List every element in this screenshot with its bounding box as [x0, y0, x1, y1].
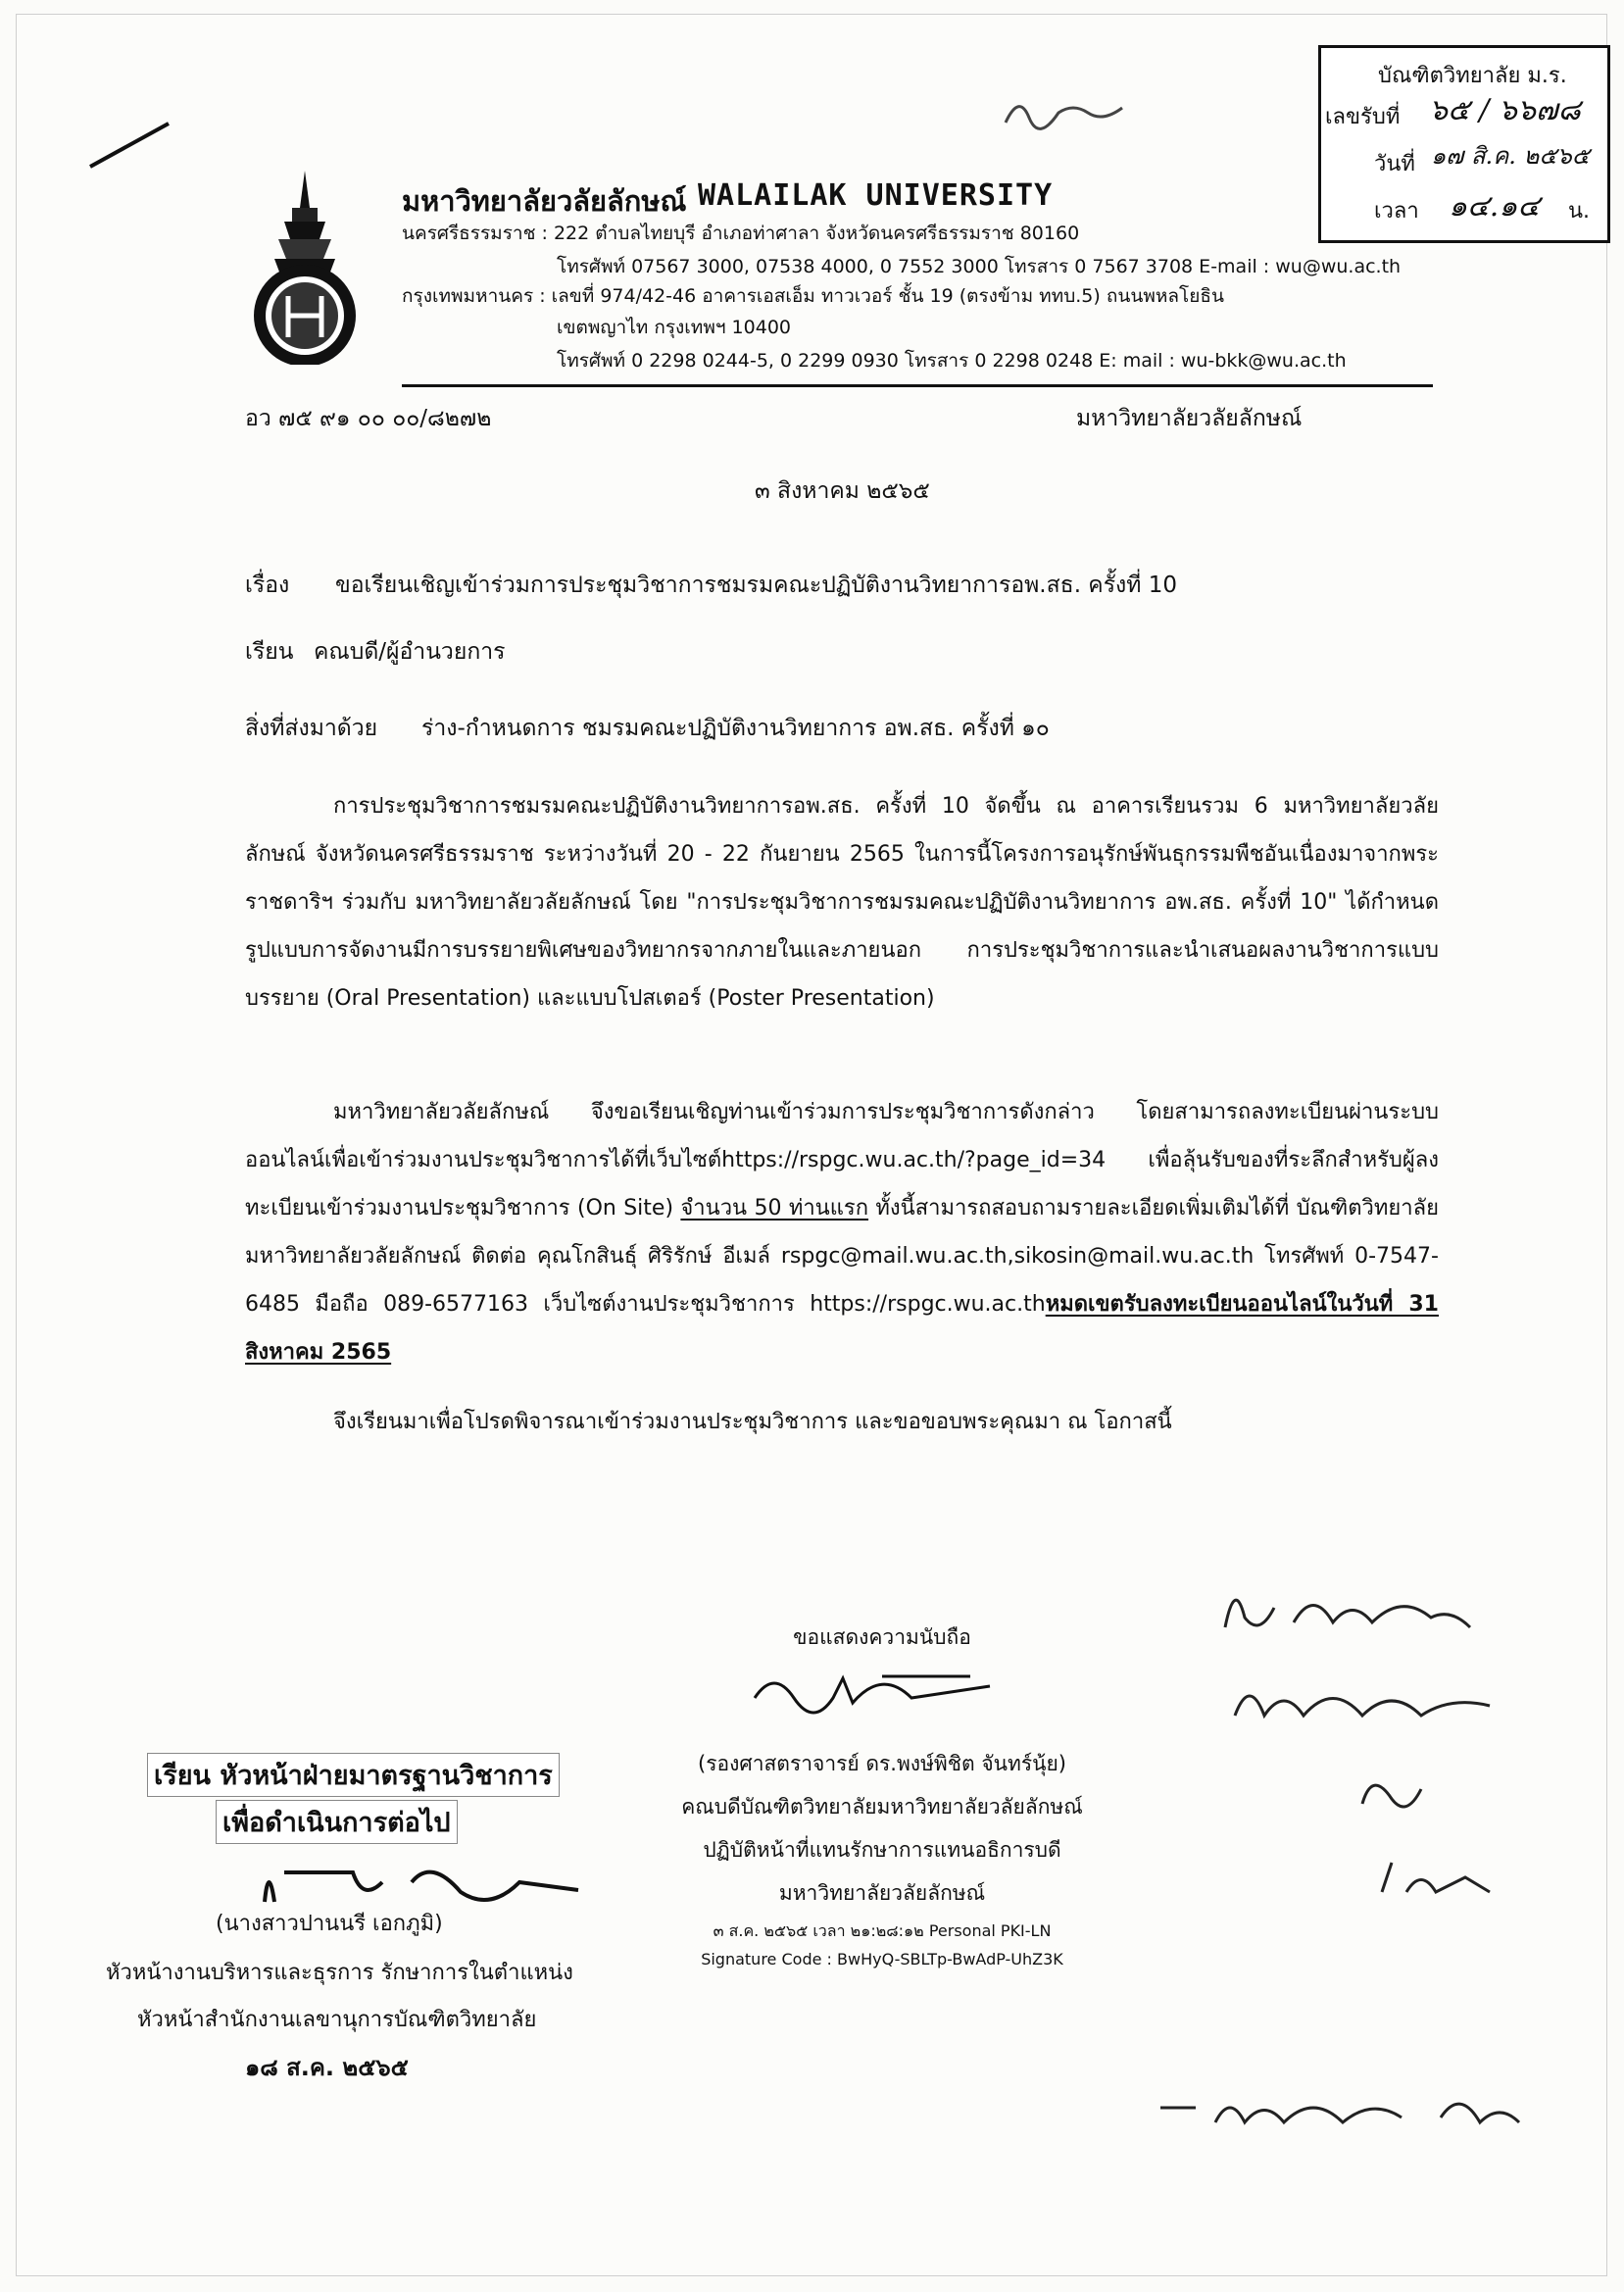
para2-text-b: ทั้งนี้สามารถสอบถามรายละเอียดเพิ่มเติมได้ที่ บัณฑิตวิทยาลัยมหาวิทยาลัยวลัยลักษณ์ ติดต่อ คุณโกสินธุ์ ศิริรักษ์ อีเมล์ rspgc@mail.wu.ac.th,sikosin@mail.wu.ac.th โทรศัพท์ 0-7547-6485 มือถือ 089-6577163 เว็บไซต์งานประชุมวิชาการ https://rspgc.wu.ac.th [245, 1196, 1439, 1317]
signed-timestamp: ๓ ส.ค. ๒๕๖๕ เวลา ๒๑:๒๘:๑๒ Personal PKI-LN [713, 1921, 1052, 1940]
signature-block [627, 1616, 1137, 1971]
body-paragraph-3: จึงเรียนมาเพื่อโปรดพิจารณาเข้าร่วมงานประชุมวิชาการ และขอขอบพระคุณมา ณ โอกาสนี้ [333, 1410, 1172, 1434]
forwarder-title-2: หัวหน้าสำนักงานเลขานุการบัณฑิตวิทยาลัย [137, 2008, 537, 2032]
letter-date: ๓ สิงหาคม ๒๕๖๕ [755, 478, 930, 504]
nst-phone: โทรศัพท์ 07567 3000, 07538 4000, 0 7552 3000 โทรสาร 0 7567 3708 E-mail : wu@wu.ac.th [557, 256, 1402, 277]
bkk-address: กรุงเทพมหานคร : เลขที่ 974/42-46 อาคารเอสเอ็ม ทาวเวอร์ ชั้น 19 (ตรงข้าม ททบ.5) ถนนพหลโยธิน [402, 285, 1224, 307]
forwarder-title-1: หัวหน้างานบริหารและธุรการ รักษาการในตำแหน่ง [106, 1961, 573, 1985]
signer-title-1: คณบดีบัณฑิตวิทยาลัยมหาวิทยาลัยวลัยลักษณ์ [681, 1795, 1083, 1819]
to-text: คณบดี/ผู้อำนวยการ [314, 639, 506, 665]
stamp-date-value: ๑๗ สิ.ค. ๒๕๖๕ [1431, 142, 1590, 170]
header-divider [402, 384, 1433, 387]
pen-mark [86, 118, 174, 176]
stamp-receive-value: ๖๕ / ๖๖๗๘ [1429, 93, 1581, 127]
stamp-date-label: วันที่ [1374, 152, 1415, 176]
stamp-office: บัณฑิตวิทยาลัย ม.ร. [1378, 64, 1567, 88]
closing: ขอแสดงความนับถือ [793, 1625, 971, 1649]
forward-label-line2: เพื่อดำเนินการต่อไป [216, 1800, 458, 1844]
signature-code: Signature Code : BwHyQ-SBLTp-BwAdP-UhZ3K [701, 1950, 1063, 1968]
signer-name: (รองศาสตราจารย์ ดร.พงษ์พิชิต จันทร์นุ้ย) [698, 1752, 1066, 1775]
subject-text: ขอเรียนเชิญเข้าร่วมการประชุมวิชาการชมรมคณะปฏิบัติงานวิทยาการอพ.สธ. ครั้งที่ 10 [335, 573, 1178, 598]
university-name-en: WALAILAK UNIVERSITY [698, 178, 1054, 213]
to-label: เรียน [245, 639, 294, 665]
bkk-phone: โทรศัพท์ 0 2298 0244-5, 0 2299 0930 โทรสาร 0 2298 0248 E: mail : wu-bkk@wu.ac.th [557, 350, 1347, 372]
para2-text-a: มหาวิทยาลัยวลัยลักษณ์ จึงขอเรียนเชิญท่านเข้าร่วมการประชุมวิชาการดังกล่าว โดยสามารถลงทะเบียนผ่านระบบออนไลน์เพื่อเข้าร่วมงานประชุมวิชาการได้ที่เว็บไซต์https://rspgc.wu.ac.th/?page_id=34 เพื่อลุ้นรับของที่ระลึกสำหรับผู้ลงทะเบียนเข้าร่วมงานประชุมวิชาการ (On Site) [245, 1100, 1439, 1221]
signer-title-2: ปฏิบัติหน้าที่แทนรักษาการแทนอธิการบดี [703, 1838, 1061, 1862]
reference-number: อว ๗๕ ๙๑ ๐๐ ๐๐/๘๒๗๒ [245, 406, 492, 431]
para2-deadline: หมดเขตรับลงทะเบียนออนไลน์ในวันที่ 31 สิงหาคม 2565 [245, 1292, 1439, 1365]
university-name-th: มหาวิทยาลัยวลัยลักษณ์ [402, 184, 687, 218]
subject-label: เรื่อง [245, 573, 290, 598]
forwarder-name: (นางสาวปานนรี เอกภูมิ) [216, 1912, 443, 1936]
forwarder-date: ๑๘ ส.ค. ๒๕๖๕ [245, 2054, 409, 2081]
enclosure-text: ร่าง-กำหนดการ ชมรมคณะปฏิบัติงานวิทยาการ อพ.สธ. ครั้งที่ ๑๐ [421, 716, 1050, 741]
body-paragraph-2 [245, 1088, 1439, 1376]
handwritten-initials [1000, 83, 1127, 142]
forward-label-line1: เรียน หัวหน้าฝ่ายมาตรฐานวิชาการ [147, 1753, 560, 1797]
body-paragraph-1: การประชุมวิชาการชมรมคณะปฏิบัติงานวิทยาการอพ.สธ. ครั้งที่ 10 จัดขึ้น ณ อาคารเรียนรวม 6 มหาวิทยาลัยวลัยลักษณ์ จังหวัดนครศรีธรรมราช ระหว่างวันที่ 20 - 22 กันยายน 2565 ในการนี้โครงการอนุรักษ์พันธุกรรมพืชอันเนื่องมาจากพระราชดาริฯ ร่วมกับ มหาวิทยาลัยวลัยลักษณ์ โดย "การประชุมวิชาการชมรมคณะปฏิบัติงานวิทยาการ อพ.สธ. ครั้งที่ 10" ได้กำหนดรูปแบบการจัดงานมีการบรรยายพิเศษของวิทยากรจากภายในและภายนอก การประชุมวิชาการและนำเสนอผลงานวิชาการแบบบรรยาย (Oral Presentation) และแบบโปสเตอร์ (Poster Presentation) [245, 794, 1439, 1011]
stamp-time-value: ๑๔.๑๔ [1449, 189, 1541, 224]
stamp-time-suffix: น. [1568, 199, 1591, 224]
signature-mark [735, 1659, 1029, 1727]
stamp-time-label: เวลา [1374, 199, 1419, 224]
signer-title-3: มหาวิทยาลัยวลัยลักษณ์ [778, 1881, 986, 1905]
handwritten-note-bottom [1156, 2078, 1549, 2167]
handwritten-note-right [1206, 1569, 1519, 1941]
stamp-receive-label: เลขรับที่ [1325, 105, 1401, 129]
nst-address: นครศรีธรรมราช : 222 ตำบลไทยบุรี อำเภอท่าศาลา จังหวัดนครศรีธรรมราช 80160 [402, 223, 1080, 244]
receipt-stamp [1318, 45, 1610, 243]
enclosure-label: สิ่งที่ส่งมาด้วย [245, 716, 378, 741]
university-emblem-icon [245, 169, 365, 365]
bkk-district: เขตพญาไท กรุงเทพฯ 10400 [557, 317, 792, 338]
issuer: มหาวิทยาลัยวลัยลักษณ์ [1076, 406, 1303, 431]
para2-quota: จำนวน 50 ท่านแรก [680, 1196, 869, 1221]
